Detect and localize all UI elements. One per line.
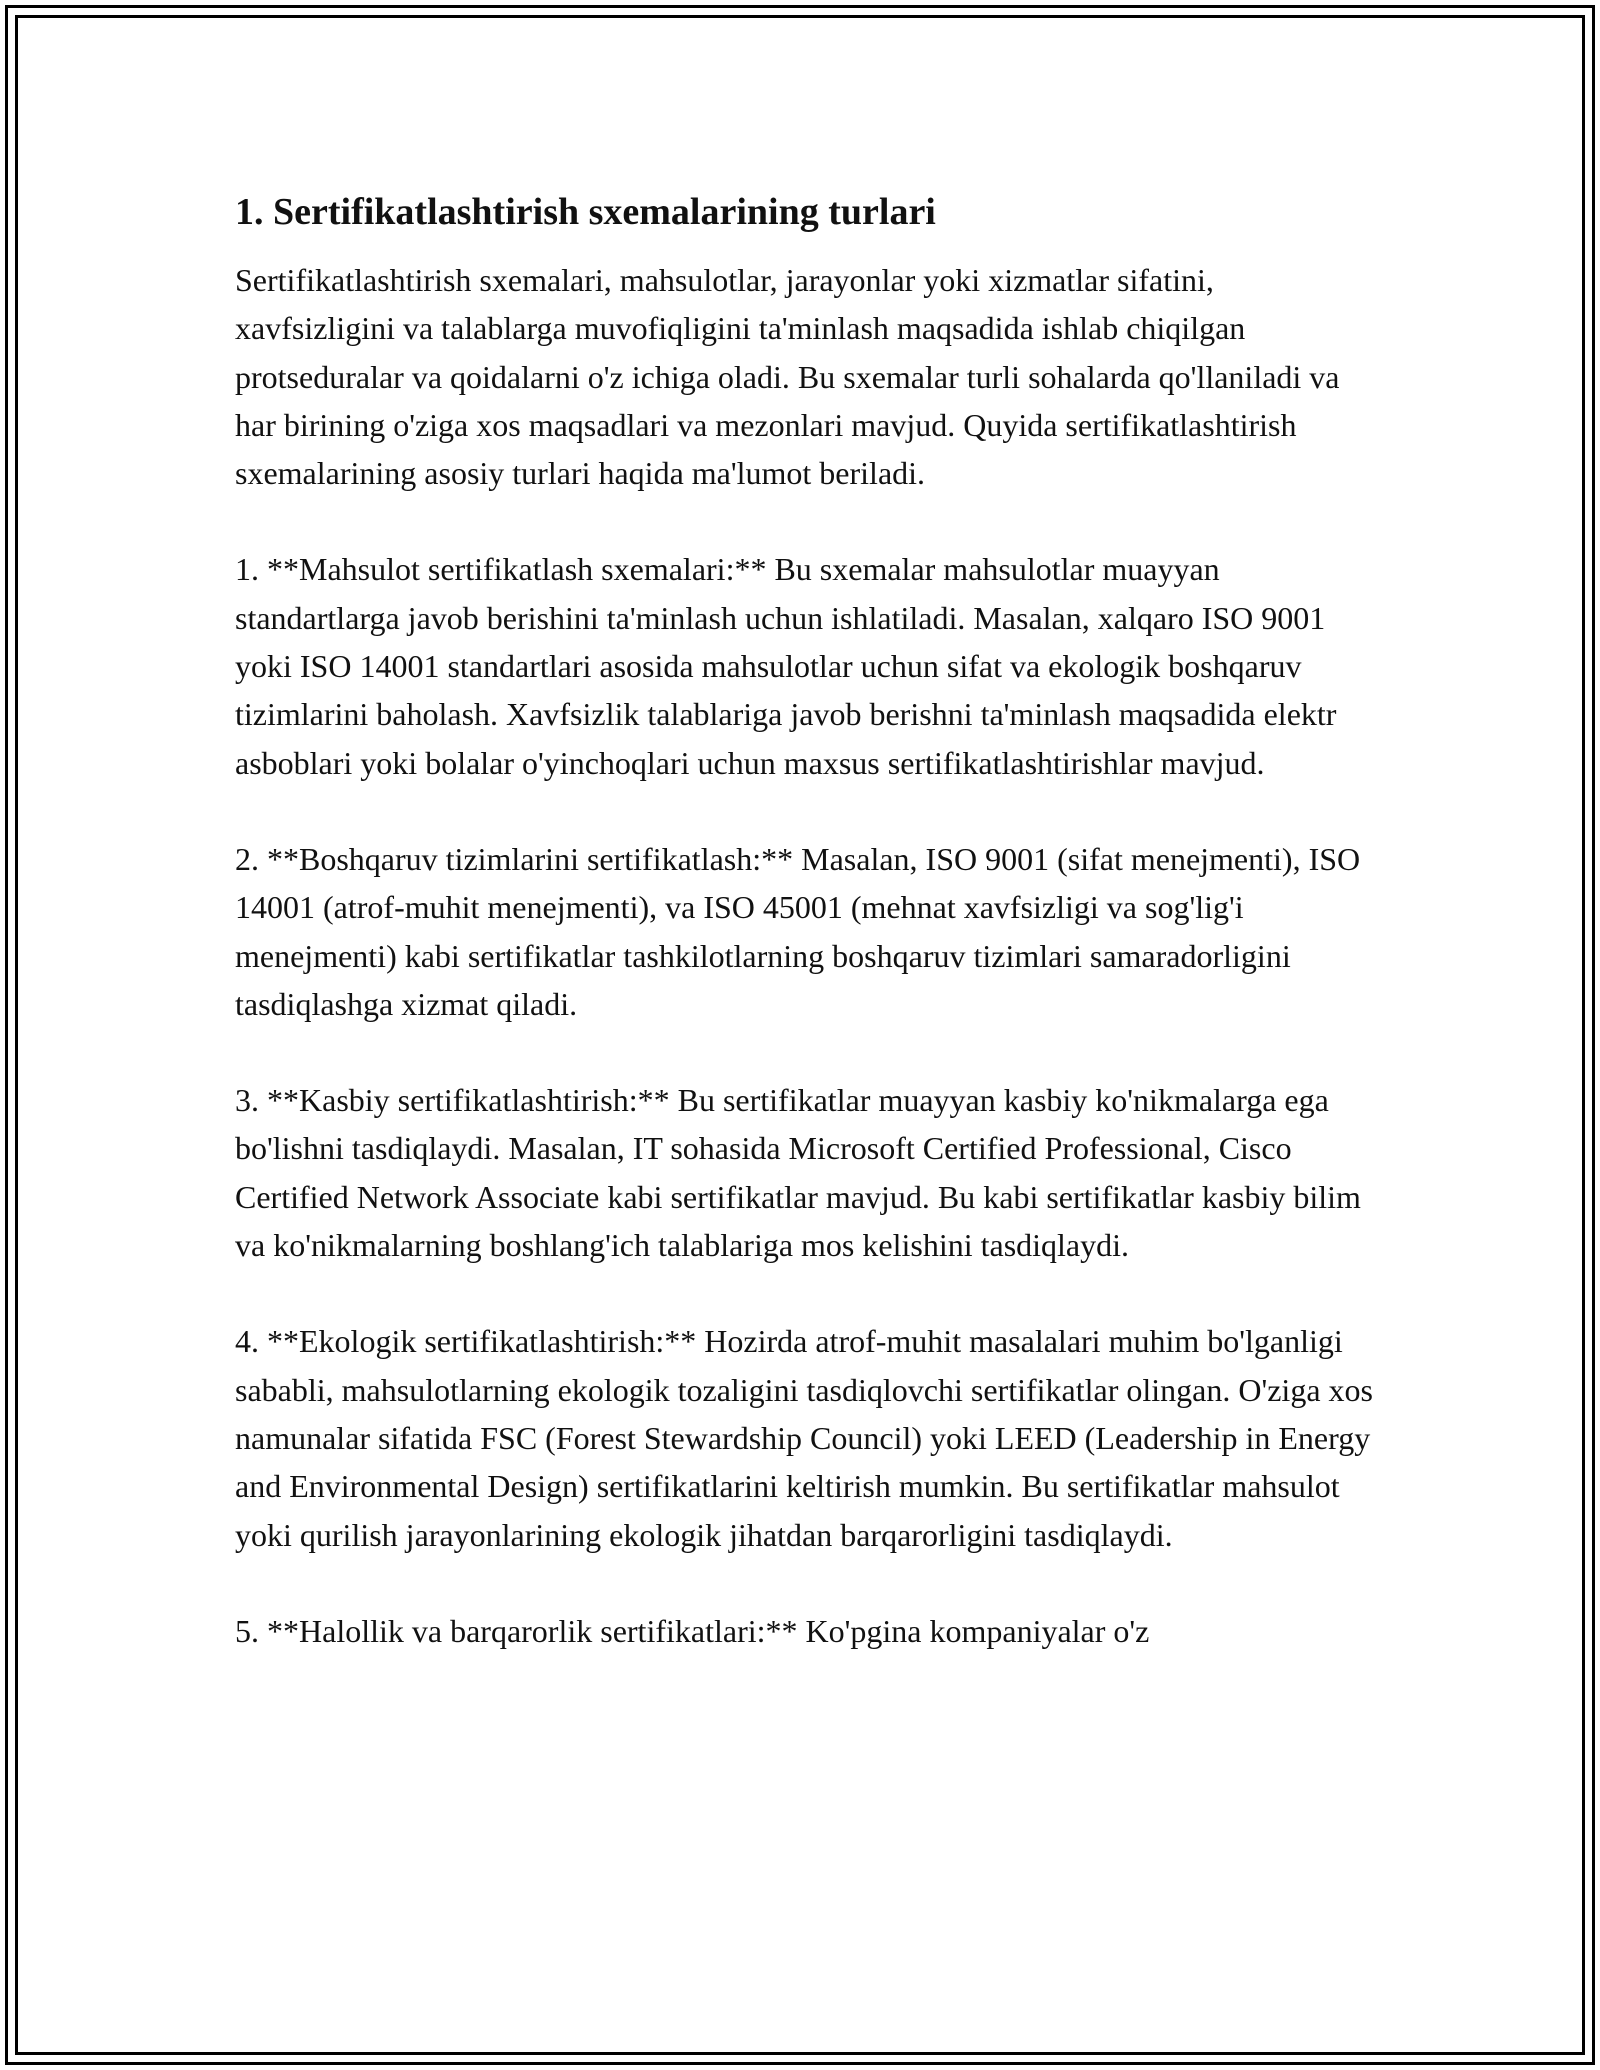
document-body	[235, 186, 1375, 1703]
intro-paragraph: Sertifikatlashtirish sxemalari, mahsulotlar, jarayonlar yoki xizmatlar sifatini, xavfsizligini va talablarga muvofiqligini ta'minlash maqsadida ishlab chiqilgan protseduralar va qoidalarni o'z ichiga oladi. Bu sxemalar turli sohalarda qo'llaniladi va har birining o'ziga xos maqsadlari va mezonlari mavjud. Quyida sertifikatlashtirish sxemalarining asosiy turlari haqida ma'lumot beriladi.	[235, 262, 1340, 492]
list-item-professional-certification: 3. **Kasbiy sertifikatlashtirish:** Bu sertifikatlar muayyan kasbiy ko'nikmalarga ega bo'lishni tasdiqlaydi. Masalan, IT sohasida Microsoft Certified Professional, Cisco Certified Network Associate kabi sertifikatlar mavjud. Bu kabi sertifikatlar kasbiy bilim va ko'nikmalarning boshlang'ich talablariga mos kelishini tasdiqlaydi.	[235, 1082, 1361, 1264]
list-item-product-certification: 1. **Mahsulot sertifikatlash sxemalari:** Bu sxemalar mahsulotlar muayyan standartlarga javob berishini ta'minlash uchun ishlatiladi. Masalan, xalqaro ISO 9001 yoki ISO 14001 standartlari asosida mahsulotlar uchun sifat va ekologik boshqaruv tizimlarini baholash. Xavfsizlik talablariga javob berishni ta'minlash maqsadida elektr asboblari yoki bolalar o'yinchoqlari uchun maxsus sertifikatlashtirishlar mavjud.	[235, 551, 1337, 781]
list-item-ecological-certification: 4. **Ekologik sertifikatlashtirish:** Hozirda atrof-muhit masalalari muhim bo'lganligi sababli, mahsulotlarning ekologik tozaligini tasdiqlovchi sertifikatlar olingan. O'ziga xos namunalar sifatida FSC (Forest Stewardship Council) yoki LEED (Leadership in Energy and Environmental Design) sertifikatlarini keltirish mumkin. Bu sertifikatlar mahsulot yoki qurilish jarayonlarining ekologik jihatdan barqarorligini tasdiqlaydi.	[235, 1323, 1373, 1553]
section-heading: 1. Sertifikatlashtirish sxemalarining turlari	[235, 191, 936, 233]
list-item-integrity-sustainability: 5. **Halollik va barqarorlik sertifikatlari:** Ko'pgina kompaniyalar o'z	[235, 1612, 1150, 1649]
list-item-management-systems: 2. **Boshqaruv tizimlarini sertifikatlash:** Masalan, ISO 9001 (sifat menejmenti), ISO 14001 (atrof-muhit menejmenti), va ISO 45001 (mehnat xavfsizligi va sog'lig'i menejmenti) kabi sertifikatlar tashkilotlarning boshqaruv tizimlari samaradorligini tasdiqlashga xizmat qiladi.	[235, 840, 1361, 1022]
